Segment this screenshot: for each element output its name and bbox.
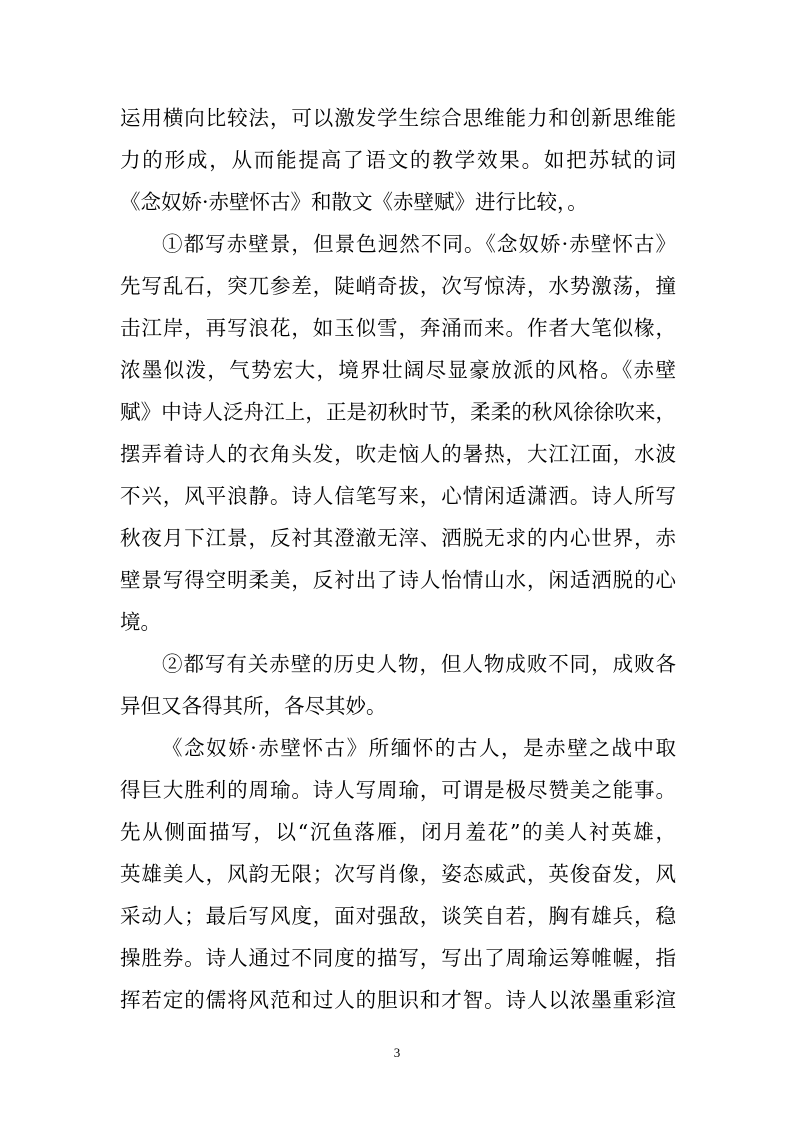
text-line: 秋夜月下江景，反衬其澄澈无滓、洒脱无求的内心世界，赤: [120, 526, 676, 550]
text-line: 异但又各得其所，各尽其妙。: [120, 694, 387, 718]
text-line: 《念奴娇·赤壁怀古》所缅怀的古人，是赤壁之战中取: [162, 736, 676, 760]
text-line: 摆弄着诗人的衣角头发，吹走恼人的暑热，大江江面，水波: [120, 442, 676, 466]
text-line: 操胜券。诗人通过不同度的描写，写出了周瑜运筹帷幄，指: [120, 946, 676, 970]
page-number: 3: [393, 1045, 401, 1060]
text-line: 赋》中诗人泛舟江上，正是初秋时节，柔柔的秋风徐徐吹来，: [120, 400, 676, 424]
text-line: 浓墨似泼，气势宏大，境界壮阔尽显豪放派的风格。《赤壁: [120, 358, 676, 382]
text-line: 不兴，风平浪静。诗人信笔写来，心情闲适潇洒。诗人所写: [120, 484, 676, 508]
text-line: 先写乱石，突兀参差，陡峭奇拔，次写惊涛，水势激荡，撞: [120, 274, 676, 298]
text-line: ②都写有关赤壁的历史人物，但人物成败不同，成败各: [162, 652, 676, 676]
text-line: 《念奴娇·赤壁怀古》和散文《赤壁赋》进行比较，。: [120, 190, 588, 214]
text-line: 得巨大胜利的周瑜。诗人写周瑜，可谓是极尽赞美之能事。: [120, 778, 676, 802]
text-line: 英雄美人，风韵无限；次写肖像，姿态威武，英俊奋发，风: [120, 862, 676, 886]
text-line: 力的形成，从而能提高了语文的教学效果。如把苏轼的词: [120, 148, 676, 172]
text-line: 壁景写得空明柔美，反衬出了诗人怡情山水，闲适洒脱的心: [120, 568, 676, 592]
text-line: 击江岸，再写浪花，如玉似雪，奔涌而来。作者大笔似椽，: [120, 316, 676, 340]
text-line: ①都写赤壁景，但景色迥然不同。《念奴娇·赤壁怀古》: [162, 232, 676, 256]
text-line: 采动人；最后写风度，面对强敌，谈笑自若，胸有雄兵，稳: [120, 904, 676, 928]
text-line: 先从侧面描写，以“沉鱼落雁，闭月羞花”的美人衬英雄，: [120, 820, 676, 844]
text-line: 境。: [120, 610, 161, 634]
text-line: 运用横向比较法，可以激发学生综合思维能力和创新思维能: [120, 106, 676, 130]
text-line: 挥若定的儒将风范和过人的胆识和才智。诗人以浓墨重彩渲: [120, 988, 676, 1012]
